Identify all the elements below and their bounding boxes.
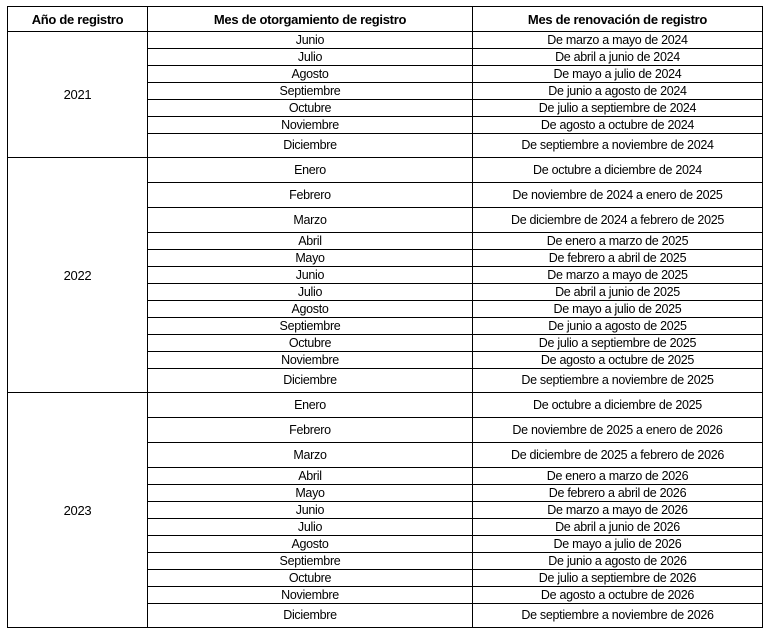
grant-month-cell: Agosto — [148, 66, 473, 83]
grant-month-cell: Julio — [148, 519, 473, 536]
header-grant-month: Mes de otorgamiento de registro — [148, 7, 473, 32]
renewal-period-cell: De noviembre de 2025 a enero de 2026 — [473, 418, 763, 443]
renewal-period-cell: De octubre a diciembre de 2025 — [473, 393, 763, 418]
renewal-period-cell: De agosto a octubre de 2025 — [473, 352, 763, 369]
renewal-period-cell: De mayo a julio de 2025 — [473, 301, 763, 318]
renewal-period-cell: De agosto a octubre de 2024 — [473, 117, 763, 134]
renewal-period-cell: De septiembre a noviembre de 2026 — [473, 604, 763, 628]
renewal-period-cell: De enero a marzo de 2026 — [473, 468, 763, 485]
renewal-period-cell: De septiembre a noviembre de 2025 — [473, 369, 763, 393]
table-body — [8, 32, 763, 628]
grant-month-cell: Diciembre — [148, 134, 473, 158]
grant-month-cell: Septiembre — [148, 83, 473, 100]
renewal-period-cell: De junio a agosto de 2025 — [473, 318, 763, 335]
renewal-period-cell: De febrero a abril de 2026 — [473, 485, 763, 502]
renewal-period-cell: De abril a junio de 2024 — [473, 49, 763, 66]
grant-month-cell: Octubre — [148, 570, 473, 587]
grant-month-cell: Octubre — [148, 335, 473, 352]
grant-month-cell: Noviembre — [148, 352, 473, 369]
header-renewal-month: Mes de renovación de registro — [473, 7, 763, 32]
table-row — [8, 393, 763, 418]
renewal-table — [7, 6, 763, 628]
grant-month-cell: Junio — [148, 267, 473, 284]
renewal-period-cell: De junio a agosto de 2024 — [473, 83, 763, 100]
grant-month-cell: Enero — [148, 393, 473, 418]
renewal-period-cell: De mayo a julio de 2026 — [473, 536, 763, 553]
grant-month-cell: Junio — [148, 502, 473, 519]
table-row — [8, 158, 763, 183]
grant-month-cell: Febrero — [148, 183, 473, 208]
grant-month-cell: Julio — [148, 284, 473, 301]
grant-month-cell: Mayo — [148, 250, 473, 267]
renewal-period-cell: De noviembre de 2024 a enero de 2025 — [473, 183, 763, 208]
grant-month-cell: Junio — [148, 32, 473, 49]
renewal-period-cell: De marzo a mayo de 2024 — [473, 32, 763, 49]
grant-month-cell: Octubre — [148, 100, 473, 117]
grant-month-cell: Noviembre — [148, 587, 473, 604]
grant-month-cell: Septiembre — [148, 553, 473, 570]
renewal-period-cell: De agosto a octubre de 2026 — [473, 587, 763, 604]
grant-month-cell: Abril — [148, 233, 473, 250]
year-cell: 2023 — [8, 393, 148, 628]
table-row — [8, 32, 763, 49]
renewal-period-cell: De julio a septiembre de 2024 — [473, 100, 763, 117]
year-cell: 2021 — [8, 32, 148, 158]
year-cell: 2022 — [8, 158, 148, 393]
renewal-period-cell: De marzo a mayo de 2025 — [473, 267, 763, 284]
renewal-period-cell: De enero a marzo de 2025 — [473, 233, 763, 250]
header-year: Año de registro — [8, 7, 148, 32]
grant-month-cell: Agosto — [148, 536, 473, 553]
renewal-period-cell: De octubre a diciembre de 2024 — [473, 158, 763, 183]
grant-month-cell: Abril — [148, 468, 473, 485]
grant-month-cell: Mayo — [148, 485, 473, 502]
renewal-period-cell: De diciembre de 2025 a febrero de 2026 — [473, 443, 763, 468]
renewal-period-cell: De abril a junio de 2025 — [473, 284, 763, 301]
renewal-period-cell: De diciembre de 2024 a febrero de 2025 — [473, 208, 763, 233]
renewal-period-cell: De marzo a mayo de 2026 — [473, 502, 763, 519]
renewal-period-cell: De julio a septiembre de 2025 — [473, 335, 763, 352]
grant-month-cell: Marzo — [148, 208, 473, 233]
renewal-period-cell: De junio a agosto de 2026 — [473, 553, 763, 570]
grant-month-cell: Septiembre — [148, 318, 473, 335]
grant-month-cell: Diciembre — [148, 369, 473, 393]
renewal-period-cell: De julio a septiembre de 2026 — [473, 570, 763, 587]
grant-month-cell: Enero — [148, 158, 473, 183]
renewal-period-cell: De febrero a abril de 2025 — [473, 250, 763, 267]
grant-month-cell: Noviembre — [148, 117, 473, 134]
grant-month-cell: Marzo — [148, 443, 473, 468]
grant-month-cell: Diciembre — [148, 604, 473, 628]
header-row — [8, 7, 763, 32]
grant-month-cell: Febrero — [148, 418, 473, 443]
renewal-period-cell: De abril a junio de 2026 — [473, 519, 763, 536]
renewal-period-cell: De mayo a julio de 2024 — [473, 66, 763, 83]
grant-month-cell: Julio — [148, 49, 473, 66]
renewal-period-cell: De septiembre a noviembre de 2024 — [473, 134, 763, 158]
grant-month-cell: Agosto — [148, 301, 473, 318]
